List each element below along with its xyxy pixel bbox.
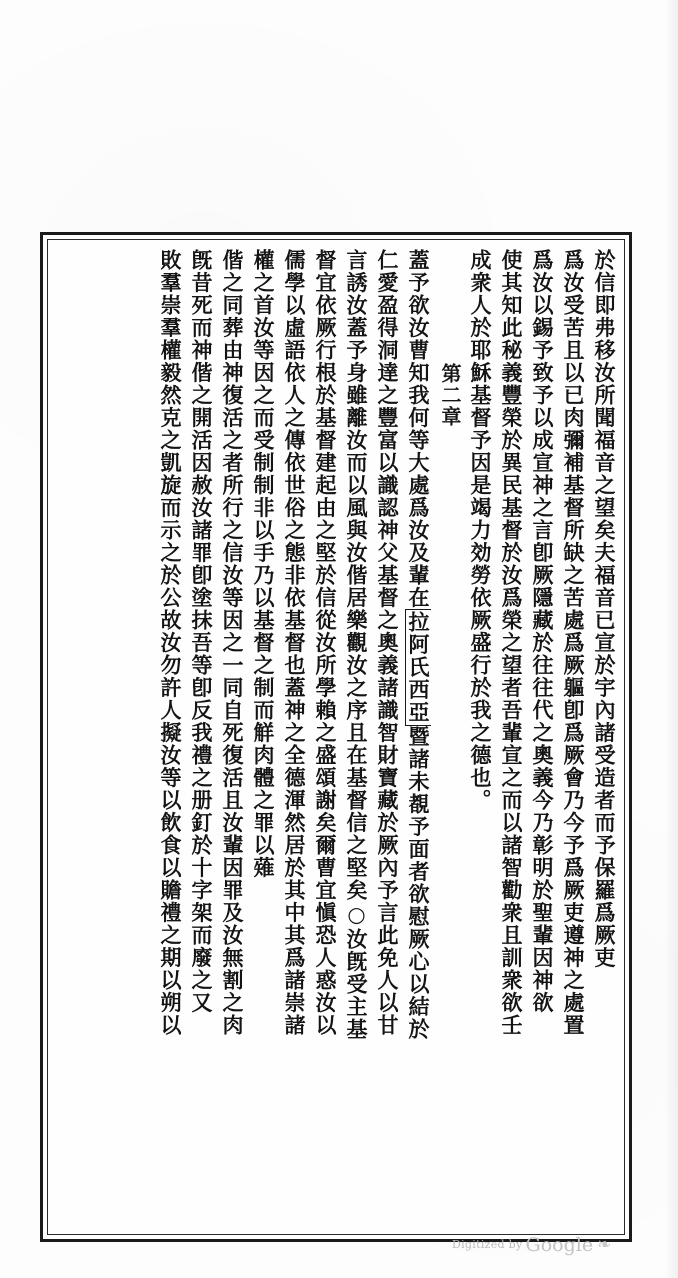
text-column: 使其知此秘義豐榮於異民基督於汝爲榮之望者吾輩宣之而以諸智勸衆且訓衆欲壬 xyxy=(499,249,524,1037)
watermark-prefix: Digitized by xyxy=(452,1238,523,1251)
text-column: 儒學以虛語依人之傳依世俗之態非依基督也蓋神之全德渾然居於其中其爲諸崇諸 xyxy=(282,249,307,1037)
watermark-swirl-icon: ❧ xyxy=(597,1235,612,1255)
text-column: 敗羣崇羣權毅然克之凱旋而示之於公故汝勿許人擬汝等以飲食以贍禮之期以朔以 xyxy=(158,249,183,1037)
text-column: 爲汝受苦且以已肉彌補基督所缺之苦處爲厥軀卽爲厥會乃今予爲厥吏遵神之處置 xyxy=(561,249,586,1037)
text-column-with-boxed-term xyxy=(400,245,431,1210)
text-column: 成衆人於耶穌基督予因是竭力効勞依厥盛行於我之德也。 xyxy=(468,249,493,812)
chapter-heading: 第二章 xyxy=(438,363,462,428)
digitization-watermark xyxy=(452,1234,612,1256)
column-text-part: 暨諸未覩予面者欲慰厥心以結於 xyxy=(406,725,431,1041)
text-column: 督宜依厥行根於基督建起由之堅於信從汝所學賴之盛頌謝矣爾曹宜愼恐人惑汝以 xyxy=(313,249,338,1037)
text-column: 偕之同葬由神復活之者所行之信汝等因之一同自死復活且汝輩因罪及汝無割之肉 xyxy=(220,249,245,1037)
text-column: 仁愛盈得洞達之豐富以識認神父基督之奧義諸識智財寶藏於厥內予言此免人以甘 xyxy=(375,249,400,1037)
text-column: 權之首汝等因之而受制制非以手乃以基督之制而觧肉體之罪以薙 xyxy=(251,249,276,879)
vertical-text-block xyxy=(55,245,617,1229)
text-column: 於信即弗移汝所聞福音之望矣夫福音已宣於宇內諸受造者而予保羅爲厥吏 xyxy=(592,249,617,969)
boxed-place-name: 拉阿氏西亞 xyxy=(406,611,431,724)
page-border-frame xyxy=(40,232,632,1242)
page-edge-shadow xyxy=(664,0,678,1278)
text-column: 旣昔死而神偕之開活因赦汝諸罪卽塗抹吾等卽反我禮之册釘於十字架而廢之又 xyxy=(189,249,214,1014)
google-logo-text: Google xyxy=(525,1234,594,1256)
column-text-part: 蓋予欲汝曹知我何等大處爲汝及輩在 xyxy=(406,249,431,609)
text-column: 爲汝以錫予致予以成宣神之言卽厥隱藏於往往代之奧義今乃彰明於聖輩因神欲 xyxy=(530,249,555,1014)
text-column: 言誘汝蓋予身雖離汝而以風與汝偕居樂觀汝之序且在基督信之堅矣○汝旣受主基 xyxy=(344,249,369,1041)
